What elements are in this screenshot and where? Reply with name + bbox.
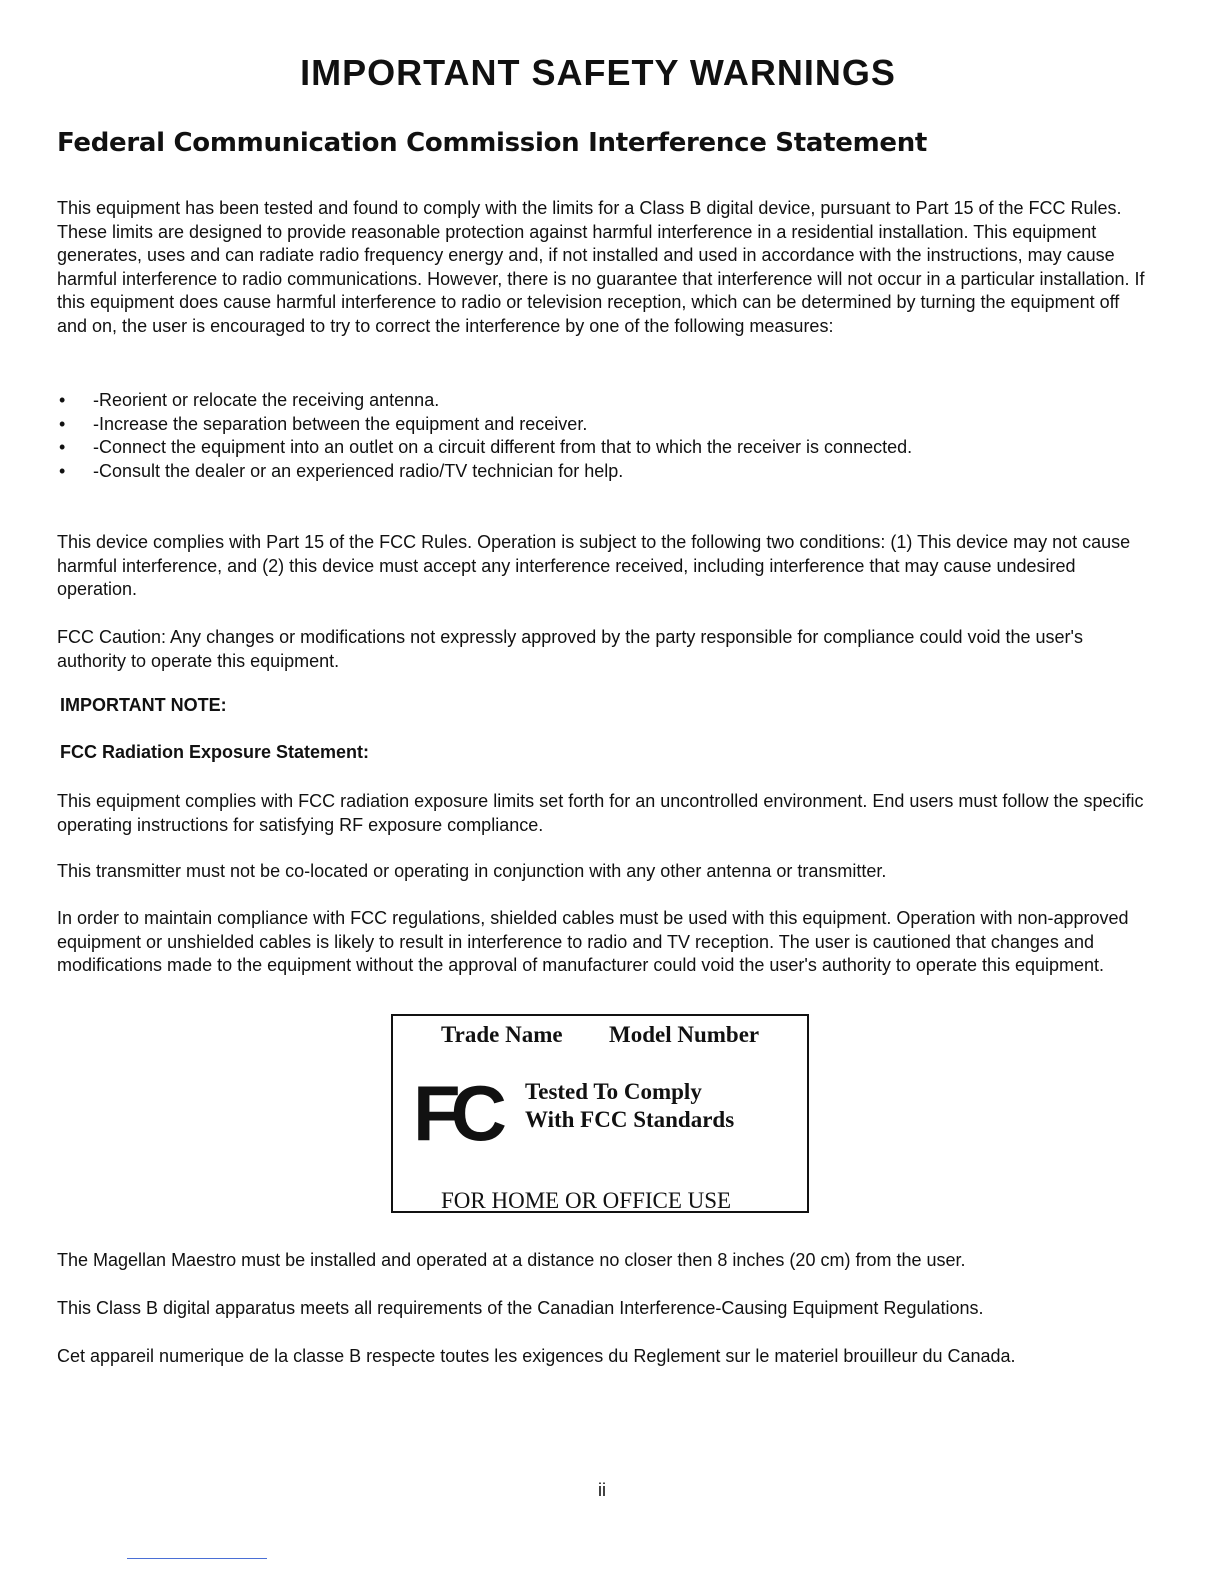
fcc-logo-icon (413, 1074, 509, 1146)
home-office-label: FOR HOME OR OFFICE USE (441, 1188, 732, 1213)
bullet-icon: • (59, 413, 66, 434)
bullet-icon: • (59, 390, 66, 410)
radiation-paragraph: This equipment complies with FCC radiation exposure limits set forth for an uncontrolled environment. End users must follow the specific operating instructions for satisfying RF exposure compliance. (57, 791, 1144, 835)
caution-paragraph: FCC Caution: Any changes or modifications not expressly approved by the party responsible for compliance could void the user's authority to operate this equipment. (57, 627, 1083, 671)
tested-text (525, 1078, 734, 1134)
page-number: ii (598, 1480, 606, 1500)
distance-paragraph: The Magellan Maestro must be installed and operated at a distance no closer then 8 inches (20 cm) from the user. (57, 1250, 966, 1270)
canada-fr-paragraph: Cet appareil numerique de la classe B respecte toutes les exigences du Reglement sur le materiel brouilleur du Canada. (57, 1346, 1016, 1366)
part15-paragraph: This device complies with Part 15 of the FCC Rules. Operation is subject to the following two conditions: (1) This device may not cause harmful interference, and (2) this device must accept any interference received, including interference that may cause undesired operation. (57, 532, 1131, 599)
list-item-text: -Reorient or relocate the receiving antenna. (93, 390, 440, 410)
model-number-label: Model Number (609, 1022, 760, 1047)
radiation-statement-label: FCC Radiation Exposure Statement: (60, 742, 370, 762)
measures-list (57, 389, 1147, 483)
list-item-text: -Consult the dealer or an experienced radio/TV technician for help. (93, 460, 624, 481)
list-item (57, 413, 1147, 437)
trade-name-label: Trade Name (441, 1022, 563, 1047)
section-heading: Federal Communication Commission Interference Statement (57, 128, 928, 158)
tested-line-1: Tested To Comply (525, 1079, 702, 1104)
fcc-logo-text: FC (413, 1074, 497, 1146)
bullet-icon: • (59, 437, 66, 457)
canada-en-paragraph: This Class B digital apparatus meets all requirements of the Canadian Interference-Causing Equipment Regulations. (57, 1298, 984, 1318)
important-note-label: IMPORTANT NOTE: (60, 695, 227, 715)
list-item (57, 389, 1147, 413)
bottom-divider (127, 1558, 267, 1559)
list-item-text: -Increase the separation between the equipment and receiver. (93, 413, 588, 434)
colocation-paragraph: This transmitter must not be co-located or operating in conjunction with any other antenna or transmitter. (57, 861, 887, 881)
list-item (57, 460, 1147, 484)
tested-line-2: With FCC Standards (525, 1107, 735, 1132)
shielded-paragraph: In order to maintain compliance with FCC regulations, shielded cables must be used with this equipment. Operation with non-approved equipment or unshielded cables is likely to result in interference to radio and TV reception. The user is cautioned that changes and modifications made to the equipment without the approval of manufacturer could void the user's authority to operate this equipment. (57, 908, 1129, 975)
list-item-text: -Connect the equipment into an outlet on a circuit different from that to which the receiver is connected. (93, 437, 913, 457)
bullet-icon: • (59, 460, 66, 481)
list-item (57, 436, 1147, 460)
page-title: IMPORTANT SAFETY WARNINGS (300, 52, 896, 93)
intro-paragraph: This equipment has been tested and found to comply with the limits for a Class B digital device, pursuant to Part 15 of the FCC Rules. These limits are designed to provide reasonable protection against harmful interference in a residential installation. This equipment generates, uses and can radiate radio frequency energy and, if not installed and used in accordance with the instructions, may cause harmful interference to radio communications. However, there is no guarantee that interference will not occur in a particular installation. If this equipment does cause harmful interference to radio or television reception, which can be determined by turning the equipment off and on, the user is encouraged to try to correct the interference by one of the following measures: (57, 198, 1145, 336)
fcc-label-box (391, 1014, 809, 1213)
